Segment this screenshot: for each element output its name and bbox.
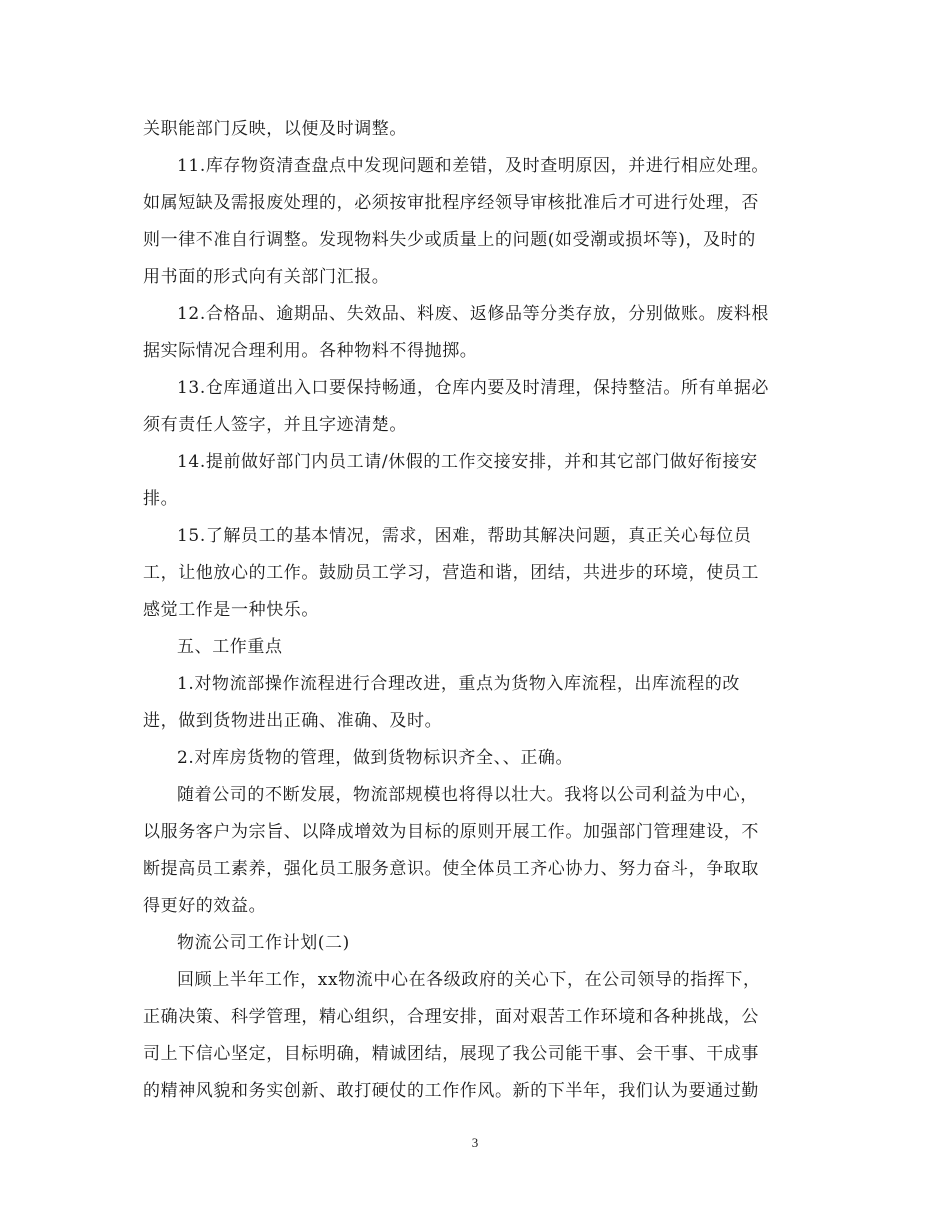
text-line: 得更好的效益。 <box>143 896 267 916</box>
subtitle: 物流公司工作计划(二) <box>177 933 350 953</box>
list-item-2: 2.对库房货物的管理，做到货物标识齐全、、正确。 <box>177 748 574 768</box>
text-line: 以服务客户为宗旨、以降成增效为目标的原则开展工作。加强部门管理建设，不 <box>143 822 759 842</box>
list-item-12: 12.合格品、逾期品、失效品、料废、返修品等分类存放，分别做账。废料根 <box>177 304 770 324</box>
text-line: 进，做到货物进出正确、准确、及时。 <box>143 711 443 731</box>
text-line: 感觉工作是一种快乐。 <box>143 600 319 620</box>
list-item-14: 14.提前做好部门内员工请/休假的工作交接安排，并和其它部门做好衔接安 <box>177 452 758 472</box>
paragraph-start: 回顾上半年工作，xx物流中心在各级政府的关心下，在公司领导的指挥下， <box>177 970 761 990</box>
text-line: 工，让他放心的工作。鼓励员工学习，营造和谐，团结，共进步的环境，使员工 <box>143 563 759 583</box>
text-line: 的精神风貌和务实创新、敢打硬仗的工作作风。新的下半年，我们认为要通过勤 <box>143 1081 759 1101</box>
page-number: 3 <box>471 1135 479 1150</box>
list-item-11: 11.库存物资清查盘点中发现问题和差错，及时查明原因，并进行相应处理。 <box>177 156 770 176</box>
text-line: 用书面的形式向有关部门汇报。 <box>143 267 390 287</box>
text-line: 须有责任人签字，并且字迹清楚。 <box>143 415 407 435</box>
section-heading: 五、工作重点 <box>177 637 283 657</box>
text-line: 司上下信心坚定，目标明确，精诚团结，展现了我公司能干事、会干事、干成事 <box>143 1044 759 1064</box>
text-line: 排。 <box>143 489 179 509</box>
text-line: 关职能部门反映，以便及时调整。 <box>143 119 407 139</box>
text-line: 则一律不准自行调整。发现物料失少或质量上的问题(如受潮或损坏等)，及时的 <box>143 230 756 250</box>
paragraph-start: 随着公司的不断发展，物流部规模也将得以壮大。我将以公司利益为中心， <box>177 785 758 805</box>
text-line: 断提高员工素养，强化员工服务意识。使全体员工齐心协力、努力奋斗，争取取 <box>143 859 759 879</box>
list-item-1: 1.对物流部操作流程进行合理改进，重点为货物入库流程，出库流程的改 <box>177 674 741 694</box>
text-line: 如属短缺及需报废处理的，必须按审批程序经领导审核批准后才可进行处理，否 <box>143 193 759 213</box>
text-line: 据实际情况合理利用。各种物料不得抛掷。 <box>143 341 478 361</box>
text-line: 正确决策、科学管理，精心组织，合理安排，面对艰苦工作环境和各种挑战，公 <box>143 1007 759 1027</box>
list-item-13: 13.仓库通道出入口要保持畅通，仓库内要及时清理，保持整洁。所有单据必 <box>177 378 770 398</box>
list-item-15: 15.了解员工的基本情况，需求，困难，帮助其解决问题，真正关心每位员 <box>177 526 752 546</box>
